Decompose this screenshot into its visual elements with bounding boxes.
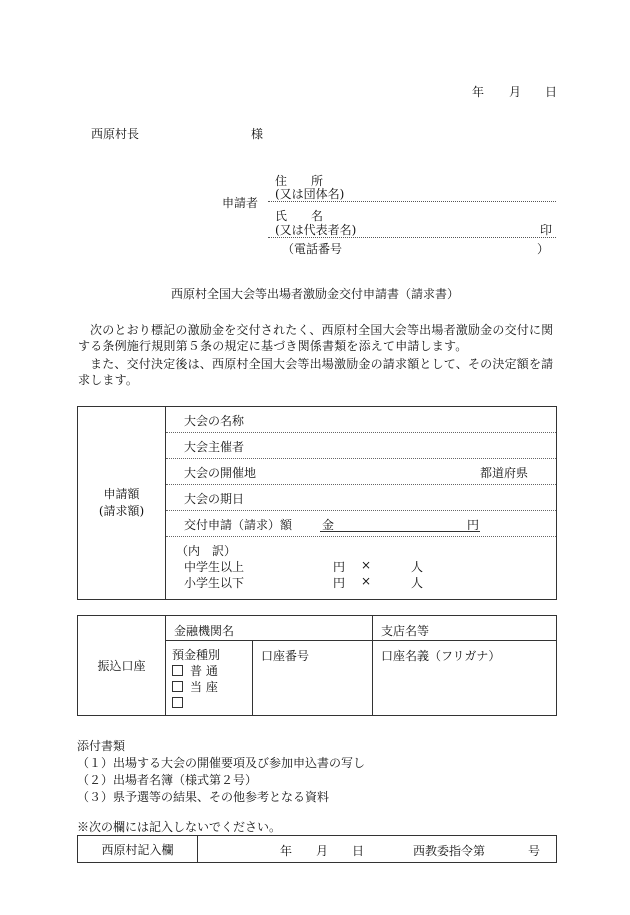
venue-row[interactable] <box>166 459 556 485</box>
attachment-item-1: （１）出場する大会の開催要項及び参加申込書の写し <box>77 756 366 770</box>
breakdown-block <box>166 537 556 599</box>
deposit-option-other[interactable] <box>172 695 252 711</box>
office-ref-suffix: 号 <box>528 844 541 858</box>
address-field-line[interactable] <box>268 201 556 202</box>
body-paragraph-1: 次のとおり標記の激励金を交付されたく、西原村全国大会等出場者激励金の交付に関する条例施行規則第５条の規定に基づき関係書類を添えて申請します。 <box>78 323 554 353</box>
office-ref-prefix: 西教委指令第 <box>413 844 486 858</box>
account-number-cell[interactable] <box>253 641 373 716</box>
deposit-option-current[interactable] <box>172 679 252 695</box>
side-label-line2: (請求額) <box>98 504 145 518</box>
event-name-label: 大会の名称 <box>184 414 245 428</box>
office-use-note: ※次の欄には記入しないでください。 <box>77 820 282 834</box>
period-label: 大会の期日 <box>184 492 245 506</box>
body-paragraph-2: また、交付決定後は、西原村全国大会等出場激励金の請求額として、その決定額を請求します。 <box>78 357 554 387</box>
address-label: 住 所 <box>275 174 324 188</box>
account-number-label: 口座番号 <box>261 649 310 663</box>
venue-label: 大会の開催地 <box>184 466 257 480</box>
branch-name-label: 支店名等 <box>381 624 430 638</box>
name-field-line[interactable] <box>268 237 556 238</box>
current-label: 当 座 <box>190 680 218 694</box>
applicant-label: 申請者 <box>222 196 259 210</box>
deposit-type-label: 預金種別 <box>172 648 221 662</box>
junior-times: × <box>361 558 372 572</box>
phone-label: （電話番号 <box>282 242 343 256</box>
elementary-label: 小学生以下 <box>184 576 245 590</box>
elementary-persons: 人 <box>411 576 424 590</box>
organizer-row[interactable] <box>166 433 556 459</box>
attachment-item-3: （３）県予選等の結果、その他参考となる資料 <box>77 790 330 804</box>
junior-label: 中学生以上 <box>184 560 245 574</box>
date-day-label: 日 <box>545 85 558 99</box>
attachments-heading: 添付書類 <box>77 739 126 753</box>
elementary-yen: 円 <box>333 576 346 590</box>
name-label: 氏 名 <box>275 209 324 223</box>
current-checkbox[interactable] <box>172 681 183 692</box>
junior-persons: 人 <box>411 560 424 574</box>
bank-name-label: 金融機関名 <box>174 624 235 638</box>
ordinary-label: 普 通 <box>190 664 218 678</box>
account-holder-cell[interactable] <box>373 641 557 716</box>
prefecture-label: 都道府県 <box>480 466 529 480</box>
seal-mark: 印 <box>540 223 553 237</box>
attachment-item-2: （２）出場者名簿（様式第２号） <box>77 773 258 787</box>
amount-row[interactable] <box>166 511 556 537</box>
event-name-row[interactable] <box>166 407 556 433</box>
date-month-label: 月 <box>509 85 522 99</box>
application-table <box>77 406 557 600</box>
phone-close-paren: ） <box>537 242 550 256</box>
breakdown-label: （内 訳） <box>176 544 237 558</box>
organizer-label: 大会主催者 <box>184 440 245 454</box>
deposit-type-cell <box>166 641 253 716</box>
side-label-line1: 申請額 <box>103 487 140 501</box>
elementary-times: × <box>361 574 372 588</box>
amount-prefix: 金 <box>322 518 335 532</box>
amount-label: 交付申請（請求）額 <box>184 518 293 532</box>
office-year: 年 <box>280 844 293 858</box>
office-use-table <box>77 835 557 863</box>
address-sub-label: (又は団体名) <box>275 187 345 201</box>
bank-account-table <box>77 615 557 716</box>
amount-suffix: 円 <box>467 518 480 532</box>
bank-side-label: 振込口座 <box>78 616 166 716</box>
office-use-label: 西原村記入欄 <box>78 836 198 863</box>
office-day: 日 <box>352 844 365 858</box>
date-year-label: 年 <box>472 85 485 99</box>
period-row[interactable] <box>166 485 556 511</box>
application-side-label <box>78 407 166 600</box>
amount-underline <box>320 531 480 532</box>
addressee-honorific: 様 <box>251 127 264 141</box>
branch-name-cell[interactable] <box>373 616 557 641</box>
form-title: 西原村全国大会等出場者激励金交付申請書（請求書） <box>170 287 459 301</box>
name-sub-label: (又は代表者名) <box>275 223 357 237</box>
application-details-cell <box>166 407 557 600</box>
account-holder-label: 口座名義（フリガナ） <box>381 649 501 663</box>
deposit-option-ordinary[interactable] <box>172 663 252 679</box>
addressee-name: 西原村長 <box>91 127 140 141</box>
other-checkbox[interactable] <box>172 697 183 708</box>
ordinary-checkbox[interactable] <box>172 665 183 676</box>
office-use-field <box>198 836 557 863</box>
office-month: 月 <box>316 844 329 858</box>
bank-name-cell[interactable] <box>166 616 373 641</box>
junior-yen: 円 <box>333 560 346 574</box>
